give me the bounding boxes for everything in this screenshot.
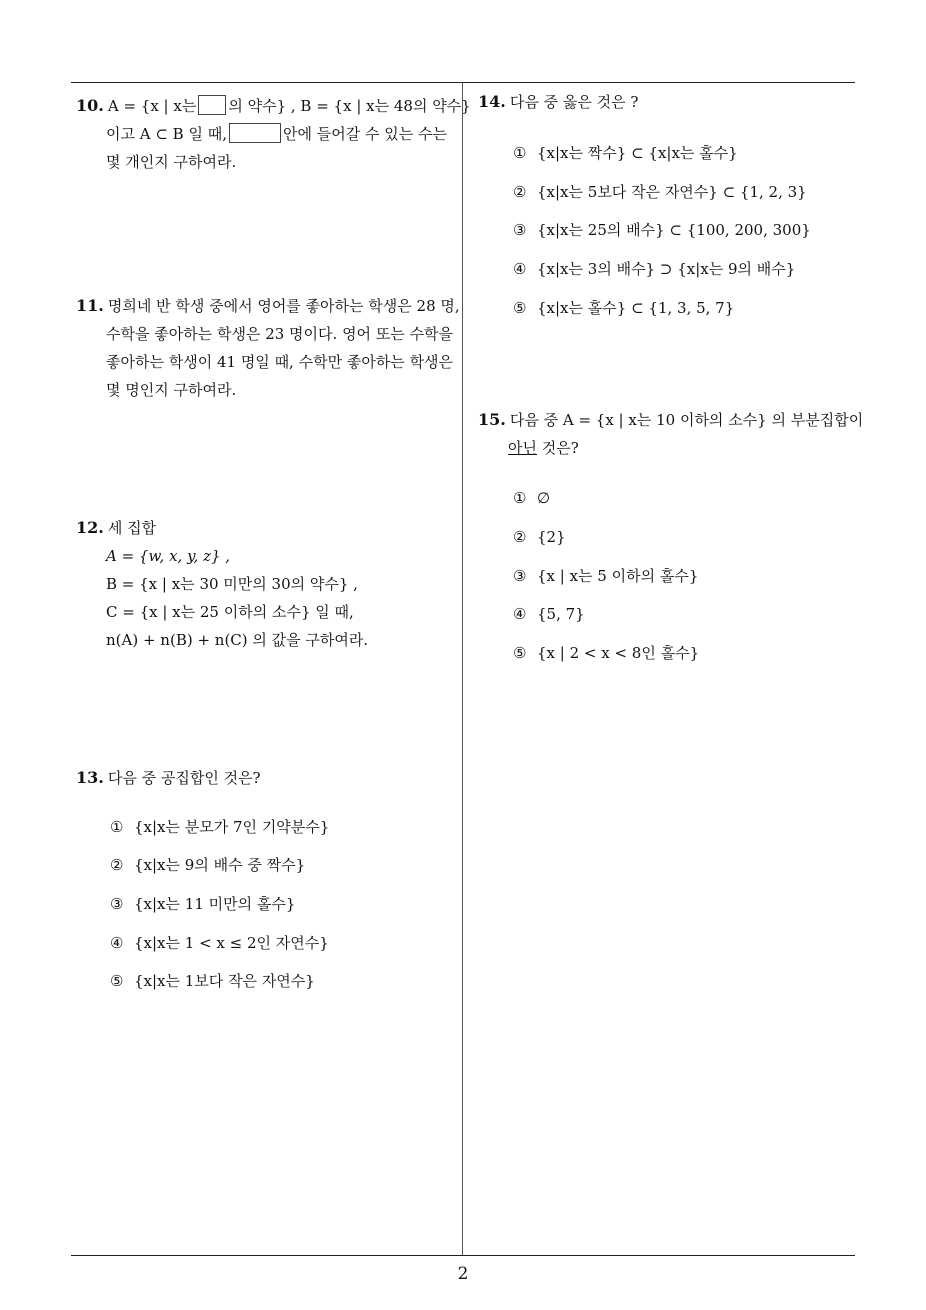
question-10-line-2	[76, 120, 461, 148]
choice-text: {x | x는 5 이하의 홀수}	[537, 567, 699, 585]
question-15-choice-1[interactable]	[513, 486, 550, 510]
choice-mark: ②	[513, 183, 527, 201]
question-15-choice-4[interactable]	[513, 602, 585, 626]
question-15-number: 15.	[478, 410, 506, 429]
choice-text: ∅	[537, 489, 551, 507]
question-10-text-2a: 이고 A ⊂ B 일 때,	[106, 125, 227, 143]
choice-text: {x|x는 짝수} ⊂ {x|x는 홀수}	[537, 144, 738, 162]
question-13-choice-1[interactable]	[110, 815, 329, 839]
question-10-text-2b: 안에 들어갈 수 있는 수는	[283, 125, 447, 143]
question-15-line-2	[478, 434, 863, 462]
question-11-line-1	[76, 292, 461, 320]
page-number: 2	[457, 1264, 469, 1284]
choice-text: {x|x는 1보다 작은 자연수}	[134, 972, 315, 990]
question-13-stem-text: 다음 중 공집합인 것은?	[107, 769, 261, 787]
answer-blank-box	[198, 95, 226, 115]
bottom-rule	[71, 1255, 855, 1256]
choice-mark: ⑤	[513, 299, 527, 317]
question-13-stem	[76, 764, 461, 792]
question-12-set-c: C = {x | x는 25 이하의 소수} 일 때,	[106, 603, 354, 621]
choice-mark: ②	[513, 528, 527, 546]
question-11-number: 11.	[76, 296, 104, 315]
question-13	[76, 764, 461, 792]
question-13-choice-5[interactable]	[110, 969, 315, 993]
question-10-text-1b: 의 약수} , B = {x | x는 48의 약수}	[228, 97, 471, 115]
choice-mark: ①	[110, 818, 124, 836]
question-12-set-a: A = {w, x, y, z} ,	[106, 547, 231, 565]
choice-text: {x|x는 1 < x ≤ 2인 자연수}	[134, 934, 329, 952]
choice-mark: ①	[513, 144, 527, 162]
question-13-number: 13.	[76, 768, 104, 787]
question-10-text-1a: A = {x | x는	[107, 97, 197, 115]
question-15-text-1: 다음 중 A = {x | x는 10 이하의 소수} 의 부분집합이	[509, 411, 864, 429]
choice-text: {x | 2 < x < 8인 홀수}	[537, 644, 700, 662]
choice-text: {x|x는 홀수} ⊂ {1, 3, 5, 7}	[537, 299, 735, 317]
question-15-line-1	[478, 406, 863, 434]
question-14-choice-2[interactable]	[513, 180, 807, 204]
choice-text: {x|x는 25의 배수} ⊂ {100, 200, 300}	[537, 221, 811, 239]
choice-mark: ⑤	[110, 972, 124, 990]
choice-text: {x|x는 분모가 7인 기약분수}	[134, 818, 330, 836]
question-14-stem-text: 다음 중 옳은 것은 ?	[509, 93, 639, 111]
negation-emphasis: 아닌	[508, 439, 537, 457]
question-12	[76, 514, 461, 654]
question-11-line-2: 수학을 좋아하는 학생은 23 명이다. 영어 또는 수학을	[106, 325, 454, 343]
choice-text: {x|x는 5보다 작은 자연수} ⊂ {1, 2, 3}	[537, 183, 807, 201]
choice-mark: ③	[513, 567, 527, 585]
answer-blank-box-inline	[229, 123, 281, 143]
question-10-number: 10.	[76, 96, 104, 115]
question-14-choice-3[interactable]	[513, 218, 811, 242]
question-10	[76, 92, 471, 176]
choice-mark: ④	[110, 934, 124, 952]
choice-text: {x|x는 11 미만의 홀수}	[134, 895, 296, 913]
question-15-text-2: 것은?	[536, 439, 579, 457]
question-11-text-1: 명희네 반 학생 중에서 영어를 좋아하는 학생은 28 명,	[107, 297, 460, 315]
question-10-line-3: 몇 개인지 구하여라.	[106, 153, 237, 171]
question-13-choice-4[interactable]	[110, 931, 329, 955]
question-15-choice-2[interactable]	[513, 525, 566, 549]
question-15-choice-3[interactable]	[513, 564, 698, 588]
question-14-stem	[478, 88, 858, 116]
question-10-line-1	[76, 92, 471, 120]
question-14-choice-4[interactable]	[513, 257, 795, 281]
choice-mark: ④	[513, 260, 527, 278]
question-12-text-1: 세 집합	[107, 519, 157, 537]
question-14-choice-5[interactable]	[513, 296, 734, 320]
question-14-choice-1[interactable]	[513, 141, 738, 165]
choice-mark: ②	[110, 856, 124, 874]
choice-mark: ①	[513, 489, 527, 507]
question-15	[478, 406, 863, 462]
question-12-line-5: n(A) + n(B) + n(C) 의 값을 구하여라.	[106, 631, 369, 649]
column-divider	[462, 83, 463, 1255]
question-11-line-3: 좋아하는 학생이 41 명일 때, 수학만 좋아하는 학생은	[106, 353, 454, 371]
question-12-line-1	[76, 514, 461, 542]
choice-mark: ④	[513, 605, 527, 623]
question-12-set-b: B = {x | x는 30 미만의 30의 약수} ,	[106, 575, 358, 593]
choice-text: {2}	[537, 528, 566, 546]
choice-mark: ③	[513, 221, 527, 239]
question-12-number: 12.	[76, 518, 104, 537]
question-13-choice-3[interactable]	[110, 892, 295, 916]
question-11-line-4: 몇 명인지 구하여라.	[106, 381, 237, 399]
question-15-choice-5[interactable]	[513, 641, 699, 665]
question-11	[76, 292, 461, 404]
choice-text: {x|x는 3의 배수} ⊃ {x|x는 9의 배수}	[537, 260, 796, 278]
question-13-choice-2[interactable]	[110, 853, 305, 877]
choice-text: {x|x는 9의 배수 중 짝수}	[134, 856, 306, 874]
choice-mark: ⑤	[513, 644, 527, 662]
question-14-number: 14.	[478, 92, 506, 111]
top-rule	[71, 82, 855, 83]
question-14	[478, 88, 858, 116]
choice-mark: ③	[110, 895, 124, 913]
choice-text: {5, 7}	[537, 605, 585, 623]
